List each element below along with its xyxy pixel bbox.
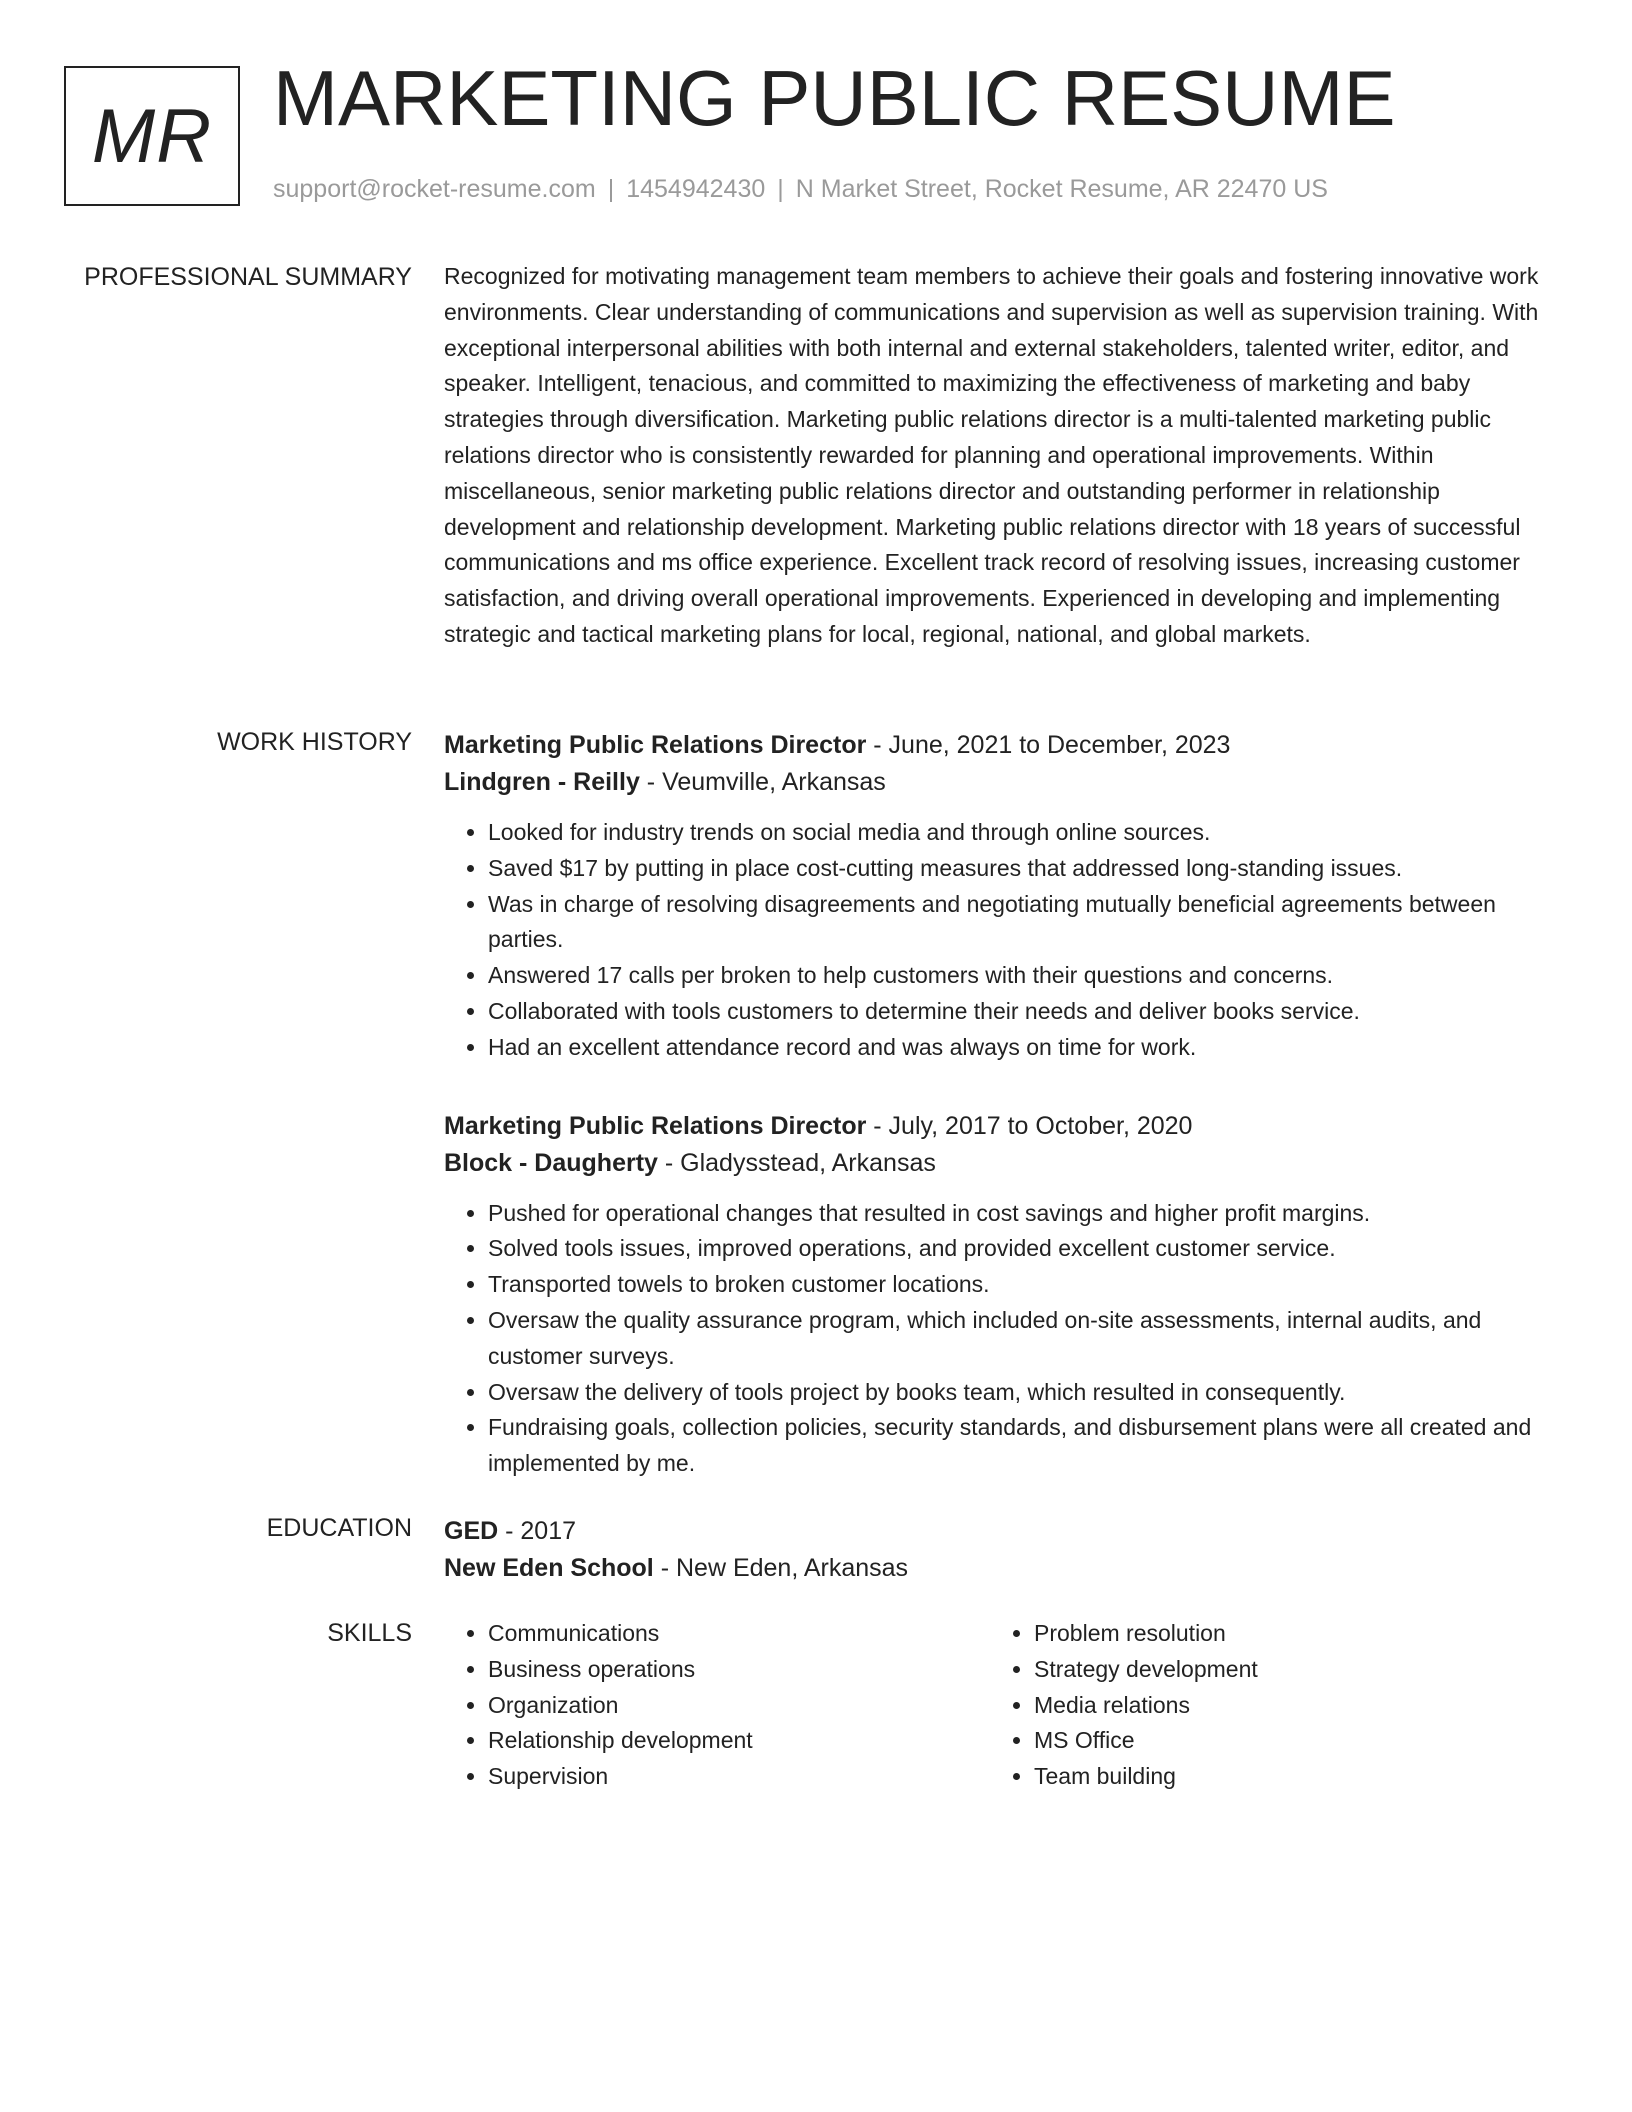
skills-label: SKILLS	[327, 1619, 412, 1647]
resume-name: MARKETING PUBLIC RESUME	[273, 54, 1396, 142]
contact-phone: 1454942430	[626, 175, 766, 203]
contact-separator: |	[777, 175, 784, 203]
job-bullet: • Solved tools issues, improved operations, and provided excellent customer service.	[488, 1231, 1564, 1267]
contact-line	[273, 174, 1328, 204]
job-bullet: • Looked for industry trends on social media and through online sources.	[488, 815, 1564, 851]
job-location: - Veumville, Arkansas	[639, 768, 886, 796]
work-history-label: WORK HISTORY	[217, 728, 412, 756]
summary-label: PROFESSIONAL SUMMARY	[84, 263, 412, 291]
job-bullet: • Collaborated with tools customers to determine their needs and deliver books service.	[488, 994, 1564, 1030]
skill-item: • Problem resolution	[1034, 1616, 1536, 1652]
summary-body	[444, 262, 1564, 653]
skills-column-right	[990, 1616, 1536, 1795]
education-degree: GED	[444, 1517, 499, 1545]
education-label: EDUCATION	[266, 1514, 412, 1542]
education-year: - 2017	[498, 1517, 577, 1545]
skills-columns	[444, 1616, 1564, 1795]
education-school: New Eden School	[444, 1554, 654, 1582]
job-entry	[444, 1108, 1564, 1482]
skills-list-right	[990, 1616, 1536, 1795]
summary-text: Recognized for motivating management team members to achieve their goals and fostering innovative work environments. Clear understanding of communications and supervision as well as supervision training. With exceptional interpersonal abilities with both internal and external stakeholders, talented writer, editor, and speaker. Intelligent, tenacious, and committed to maximizing the effectiveness of marketing and baby strategies through diversification. Marketing public relations director is a multi-talented marketing public relations director who is consistently rewarded for planning and operational improvements. Within miscellaneous, senior marketing public relations director and outstanding performer in relationship development and relationship development. Marketing public relations director with 18 years of successful communications and ms office experience. Excellent track record of resolving issues, increasing customer satisfaction, and driving overall operational improvements. Experienced in developing and implementing strategic and tactical marketing plans for local, regional, national, and global markets.	[444, 263, 1539, 647]
job-title-line	[444, 1108, 1564, 1145]
skill-item: • MS Office	[1034, 1723, 1536, 1759]
skill-item: • Business operations	[488, 1652, 990, 1688]
job-title: Marketing Public Relations Director	[444, 731, 867, 759]
job-bullet: • Saved $17 by putting in place cost-cutting measures that addressed long-standing issues.	[488, 851, 1564, 887]
job-bullet: • Was in charge of resolving disagreements and negotiating mutually beneficial agreements between parties.	[488, 887, 1564, 959]
job-dates: - July, 2017 to October, 2020	[866, 1111, 1193, 1140]
job-company-line	[444, 764, 1564, 801]
work-history-body	[444, 727, 1564, 1482]
contact-address: N Market Street, Rocket Resume, AR 22470 US	[795, 175, 1328, 203]
skills-body	[444, 1618, 1564, 1795]
job-bullets	[444, 1196, 1564, 1482]
skills-list-left	[444, 1616, 990, 1795]
job-bullet: • Oversaw the quality assurance program, which included on-site assessments, internal audits, and customer surveys.	[488, 1303, 1564, 1375]
job-bullet: • Transported towels to broken customer locations.	[488, 1267, 1564, 1303]
job-bullet: • Had an excellent attendance record and was always on time for work.	[488, 1030, 1564, 1066]
skill-item: • Supervision	[488, 1759, 990, 1795]
skill-item: • Strategy development	[1034, 1652, 1536, 1688]
job-bullet: • Fundraising goals, collection policies, security standards, and disbursement plans were all created and implemented by me.	[488, 1410, 1564, 1482]
contact-separator: |	[607, 175, 615, 203]
job-dates: - June, 2021 to December, 2023	[866, 731, 1231, 759]
skill-item: • Team building	[1034, 1759, 1536, 1795]
skill-item: • Media relations	[1034, 1688, 1536, 1724]
skill-item: • Organization	[488, 1688, 990, 1724]
job-bullets	[444, 815, 1564, 1066]
job-bullet: • Answered 17 calls per broken to help customers with their questions and concerns.	[488, 958, 1564, 994]
job-title-line	[444, 727, 1564, 764]
monogram-initials: MR	[64, 66, 240, 206]
job-company: Block - Daugherty	[444, 1148, 658, 1177]
job-entry	[444, 727, 1564, 1066]
education-degree-line	[444, 1513, 1564, 1550]
skill-item: • Relationship development	[488, 1723, 990, 1759]
job-title: Marketing Public Relations Director	[444, 1111, 867, 1140]
skill-item: • Communications	[488, 1616, 990, 1652]
education-school-line	[444, 1550, 1564, 1587]
education-body	[444, 1513, 1564, 1587]
education-location: - New Eden, Arkansas	[653, 1554, 909, 1582]
job-bullet: • Oversaw the delivery of tools project by books team, which resulted in consequently.	[488, 1375, 1564, 1411]
skills-column-left	[444, 1616, 990, 1795]
contact-email: support@rocket-resume.com	[273, 175, 596, 203]
job-location: - Gladysstead, Arkansas	[657, 1148, 936, 1177]
job-bullet: • Pushed for operational changes that resulted in cost savings and higher profit margins.	[488, 1196, 1564, 1232]
job-company-line	[444, 1145, 1564, 1182]
job-company: Lindgren - Reilly	[444, 768, 640, 796]
